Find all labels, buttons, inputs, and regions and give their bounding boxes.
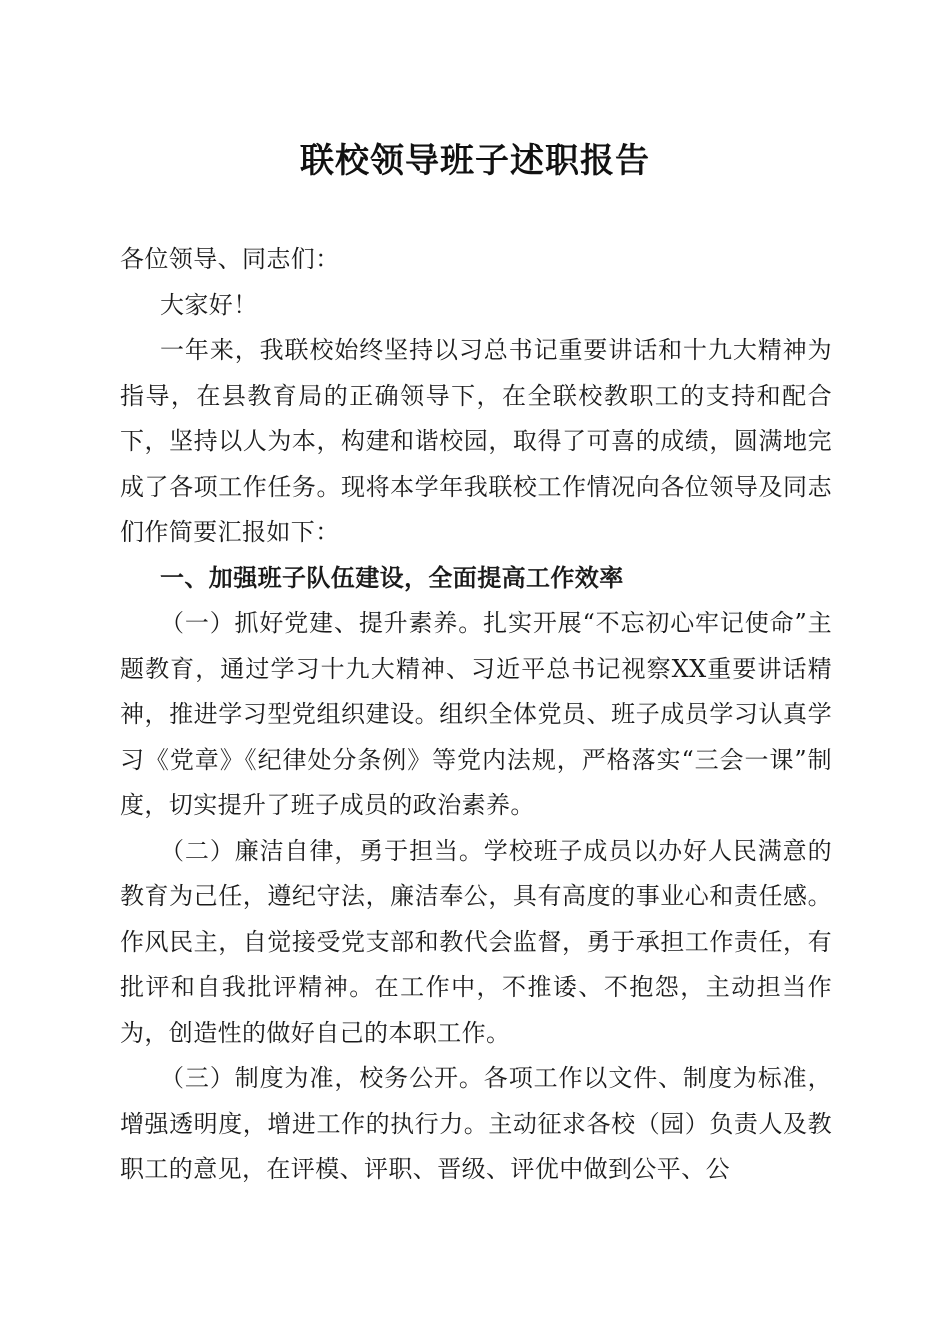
paragraph-lead: （二）廉洁自律，勇于担当。 xyxy=(160,836,484,865)
document-title: 联校领导班子述职报告 xyxy=(300,141,650,181)
section-heading: 一、加强班子队伍建设，全面提高工作效率 xyxy=(160,563,624,592)
greeting: 大家好！ xyxy=(160,290,258,319)
paragraph-lead: （三）制度为准，校务公开。 xyxy=(160,1064,484,1092)
salutation: 各位领导、同志们： xyxy=(120,245,340,273)
document-body xyxy=(120,237,832,1193)
paragraph-text: 扎实开展“不忘初心牢记使命”主题教育，通过学习十九大精神、习近平总书记视察XX重要讲话精神，推进学习型党组织建设。组织全体党员、班子成员学习认真学习《党章》《纪律处分条例》等党内法规，严格落实“三会一课”制度，切实提升了班子成员的政治素养。 xyxy=(120,609,832,819)
paragraph-item-1 xyxy=(120,601,832,829)
paragraph-item-2 xyxy=(120,829,832,1057)
paragraph-text: 各项工作以文件、制度为标准，增强透明度，增进工作的执行力。主动征求各校（园）负责人及教职工的意见，在评模、评职、晋级、评优中做到公平、公 xyxy=(120,1064,832,1183)
paragraph-lead: （一）抓好党建、提升素养。 xyxy=(160,609,484,637)
paragraph-item-3 xyxy=(120,1056,832,1193)
paragraph-text: 学校班子成员以办好人民满意的教育为己任，遵纪守法，廉洁奉公，具有高度的事业心和责任感。作风民主，自觉接受党支部和教代会监督，勇于承担工作责任，有批评和自我批评精神。在工作中，不推诿、不抱怨，主动担当作为，创造性的做好自己的本职工作。 xyxy=(120,836,832,1047)
intro-paragraph: 一年来，我联校始终坚持以习总书记重要讲话和十九大精神为指导，在县教育局的正确领导下，在全联校教职工的支持和配合下，坚持以人为本，构建和谐校园，取得了可喜的成绩，圆满地完成了各项工作任务。现将本学年我联校工作情况向各位领导及同志们作简要汇报如下： xyxy=(120,336,832,546)
